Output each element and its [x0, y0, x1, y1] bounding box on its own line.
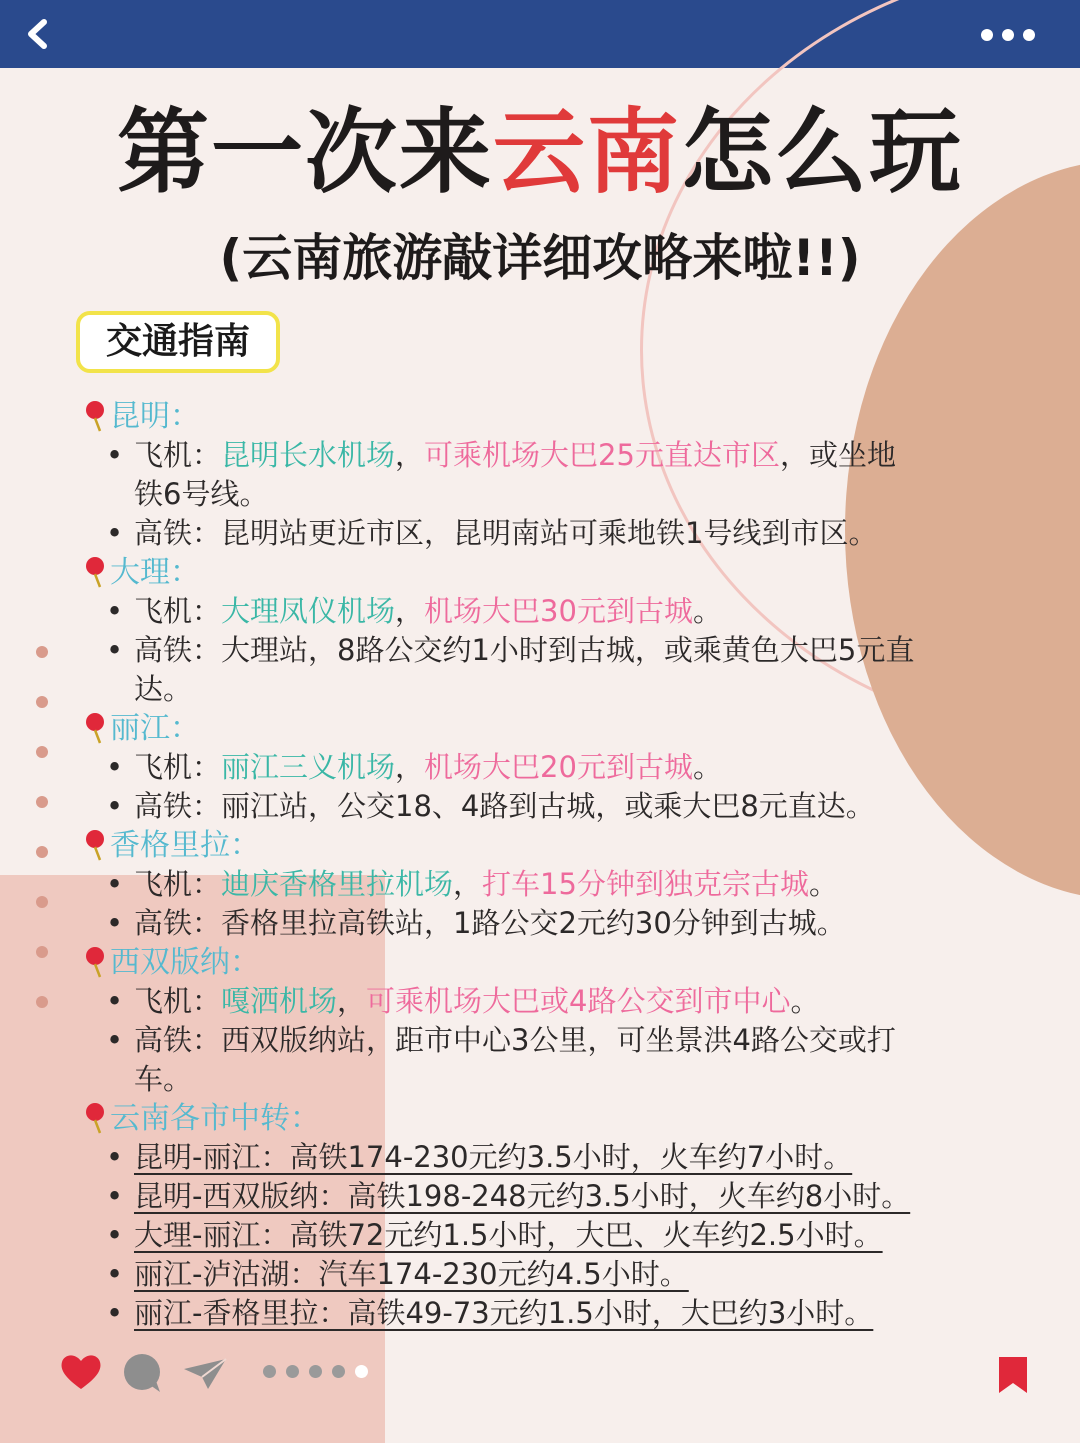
city-heading: [84, 397, 200, 437]
bookmark-icon[interactable]: [997, 1355, 1029, 1395]
transport-tip: 打车15分钟到独克宗古城: [482, 867, 809, 901]
item-line-2: 车。: [134, 1062, 193, 1096]
transport-tip: 可乘机场大巴25元直达市区: [424, 438, 780, 472]
item-text: [134, 1294, 1004, 1333]
item-rest: 。: [790, 984, 820, 1018]
city-heading: [84, 553, 200, 593]
item-plain: 高铁：西双版纳站，距市中心3公里，可坐景洪4路公交或打: [134, 1023, 896, 1057]
section-badge: 交通指南: [76, 311, 280, 373]
pager-dot: [263, 1365, 276, 1378]
item-plain: 大理-丽江：高铁72元约1.5小时，大巴、火车约2.5小时。: [134, 1218, 883, 1252]
pin-icon: [84, 400, 106, 432]
city-name: 大理：: [110, 555, 200, 590]
page-subtitle: (云南旅游敲详细攻略来啦!!): [219, 229, 861, 287]
item-text: [134, 748, 1004, 787]
airport-name: 丽江三义机场: [221, 750, 396, 784]
pager-dot: [309, 1365, 322, 1378]
city-heading: [84, 826, 260, 866]
item-plain: 高铁：大理站，8路公交约1小时到古城，或乘黄色大巴5元直: [134, 633, 915, 667]
bullet: •: [106, 789, 124, 823]
bullet: •: [106, 1023, 124, 1057]
item-prefix: 飞机：: [134, 750, 222, 784]
item-text: [134, 592, 1004, 631]
bullet: •: [106, 867, 124, 901]
item-text: [134, 514, 1004, 553]
pager-dot: [286, 1365, 299, 1378]
item-plain: 昆明-丽江：高铁174-230元约3.5小时，火车约7小时。: [134, 1140, 853, 1174]
bullet: •: [106, 1140, 124, 1174]
comment-icon[interactable]: [122, 1353, 162, 1393]
item-text: [134, 1216, 1004, 1255]
city-name: 昆明：: [110, 399, 200, 434]
transport-tip: 机场大巴30元到古城: [424, 594, 693, 628]
item-text: [134, 436, 1004, 514]
city-name: 丽江：: [110, 711, 200, 746]
footer-bar: [0, 1345, 1080, 1405]
pin-icon: [84, 712, 106, 744]
pin-icon: [84, 556, 106, 588]
bullet: •: [106, 438, 124, 472]
item-text: [134, 1138, 1004, 1177]
item-prefix: 飞机：: [134, 984, 222, 1018]
pin-icon: [84, 829, 106, 861]
item-plain: 高铁：香格里拉高铁站，1路公交2元约30分钟到古城。: [134, 906, 846, 940]
pager-dot: [332, 1365, 345, 1378]
title-highlight: 云南: [492, 99, 681, 206]
bullet: •: [106, 633, 124, 667]
item-text: [134, 1177, 1004, 1216]
bullet: •: [106, 1296, 124, 1330]
separator: ，: [395, 594, 425, 628]
item-text: [134, 631, 1004, 709]
title-part-1: 第一次来: [116, 99, 493, 206]
item-rest: 。: [808, 867, 838, 901]
item-plain: 高铁：昆明站更近市区，昆明南站可乘地铁1号线到市区。: [134, 516, 878, 550]
item-prefix: 飞机：: [134, 867, 222, 901]
item-prefix: 飞机：: [134, 594, 222, 628]
bullet: •: [106, 1179, 124, 1213]
pin-icon: [84, 946, 106, 978]
bullet: •: [106, 594, 124, 628]
item-text: [134, 1255, 1004, 1294]
bullet: •: [106, 984, 124, 1018]
item-line-2: 铁6号线。: [134, 477, 269, 511]
item-text: [134, 1021, 1004, 1099]
airport-name: 大理凤仪机场: [221, 594, 396, 628]
transport-tip: 可乘机场大巴或4路公交到市中心: [366, 984, 791, 1018]
bullet: •: [106, 750, 124, 784]
title-part-3: 怎么玩: [681, 99, 964, 206]
pager-dot: [355, 1365, 368, 1378]
item-rest: 。: [692, 594, 722, 628]
city-name: 西双版纳：: [110, 945, 260, 980]
separator: ，: [395, 438, 425, 472]
item-text: [134, 982, 1004, 1021]
city-heading: [84, 943, 260, 983]
bullet: •: [106, 1257, 124, 1291]
item-text: [134, 787, 1004, 826]
item-text: [134, 904, 1004, 943]
heart-icon[interactable]: [60, 1353, 102, 1391]
separator: ，: [395, 750, 425, 784]
bullet: •: [106, 1218, 124, 1252]
item-rest: 。: [692, 750, 722, 784]
item-prefix: 飞机：: [134, 438, 222, 472]
separator: ，: [337, 984, 367, 1018]
airport-name: 昆明长水机场: [221, 438, 396, 472]
city-heading: [84, 709, 200, 749]
bullet: •: [106, 516, 124, 550]
city-name: 云南各市中转：: [110, 1101, 320, 1136]
city-name: 香格里拉：: [110, 828, 260, 863]
page-indicator: [263, 1365, 373, 1379]
item-rest: ，或坐地: [779, 438, 896, 472]
transport-tip: 机场大巴20元到古城: [424, 750, 693, 784]
item-plain: 昆明-西双版纳：高铁198-248元约3.5小时，火车约8小时。: [134, 1179, 911, 1213]
item-plain: 丽江-香格里拉：高铁49-73元约1.5小时，大巴约3小时。: [134, 1296, 874, 1330]
item-plain: 丽江-泸沽湖：汽车174-230元约4.5小时。: [134, 1257, 689, 1291]
airport-name: 嘎洒机场: [221, 984, 338, 1018]
share-icon[interactable]: [182, 1357, 228, 1391]
pin-icon: [84, 1102, 106, 1134]
city-heading: [84, 1099, 320, 1139]
separator: ，: [453, 867, 483, 901]
item-text: [134, 865, 1004, 904]
item-line-2: 达。: [134, 672, 193, 706]
bullet: •: [106, 906, 124, 940]
item-plain: 高铁：丽江站，公交18、4路到古城，或乘大巴8元直达。: [134, 789, 875, 823]
airport-name: 迪庆香格里拉机场: [221, 867, 454, 901]
